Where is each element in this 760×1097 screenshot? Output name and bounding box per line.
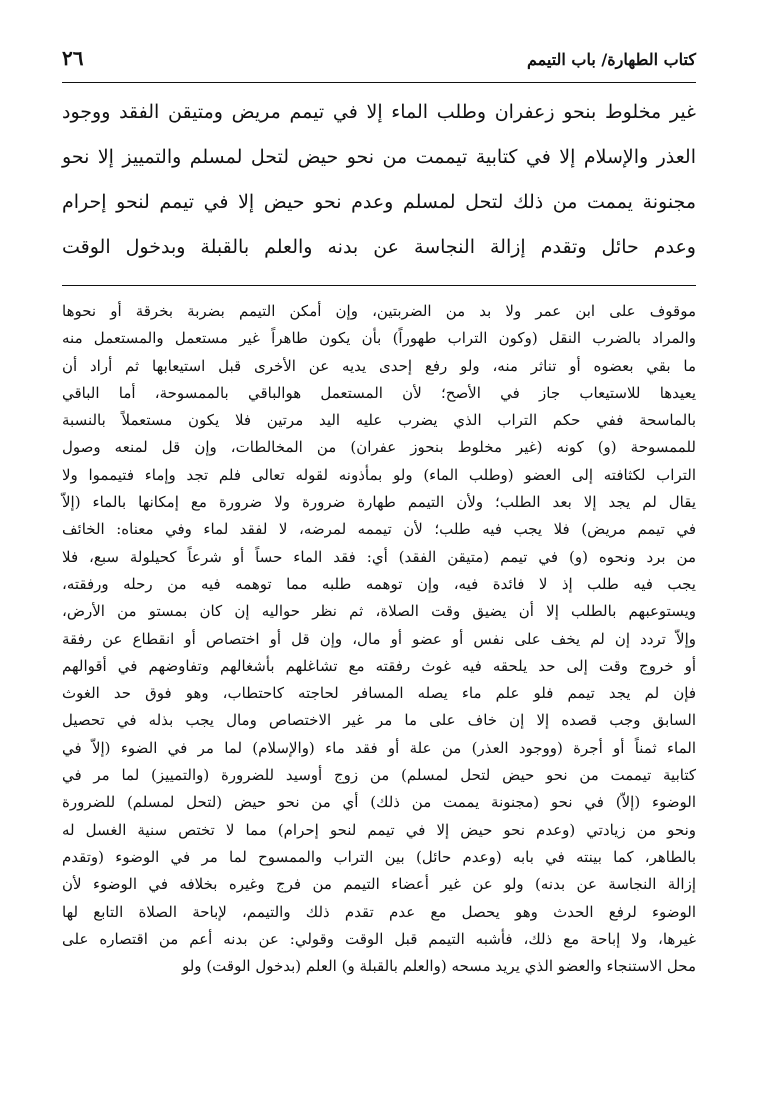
commentary-line: محل الاستنجاء والعضو الذي يريد مسحه (والعلم بالقبلة و) العلم (بدخول الوقت) ولو bbox=[181, 957, 696, 976]
commentary-line: في تيمم مريض) فلا يجب فيه طلب؛ لأن تيممه لمرضه، لا لفقد لماء وفي معناه: الخائف bbox=[62, 520, 696, 539]
commentary-line: غيرها، ولا إباحة مع ذلك، فأشبه التيمم قبل الوقت وقولي: عن بدنه أعم من اقتصاره على bbox=[62, 929, 696, 948]
commentary-line: ويستوعبهم بالطلب إلا أن يضيق وقت الصلاة، ثم نظر حواليه إن كان بمستو من الأرض، bbox=[62, 602, 696, 621]
commentary-line: كتابية تيممت من نحو حيض لتحل لمسلم) من زوج أوسيد للضرورة (والتمييز) لما مر في bbox=[62, 766, 696, 785]
commentary-line: من برد ونحوه (و) في تيمم (متيقن الفقد) أي: فقد الماء حساً أو شرعاً كحيلولة سبع، فلا bbox=[62, 547, 696, 566]
main-text-line: وعدم حائل وتقدم إزالة النجاسة عن بدنه والعلم بالقبلة وبدخول الوقت bbox=[62, 236, 696, 258]
commentary-text bbox=[62, 298, 696, 980]
commentary-line: وإلاّ تردد إن لم يخف على نفس أو عضو أو مال، وإن قل أو اختصاص أو انقطاع عن رفقة bbox=[62, 629, 696, 648]
commentary-line: الوضوء (إلاّ) في نحو (مجنونة يممت من ذلك) أي من نحو حيض (لتحل لمسلم) للضرورة bbox=[62, 793, 696, 812]
main-text-line: مجنونة يممت من ذلك لتحل لمسلم وعدم نحو حيض إلا في تيمم لنحو إحرام bbox=[62, 191, 696, 213]
commentary-line: والمراد بالضرب النقل (وكون التراب طهوراً) بأن يكون طاهراً غير مستعمل والمستعمل منه bbox=[62, 329, 696, 348]
commentary-line: الماء ثمناً أو أجرة (ووجود العذر) من علة أو فقد ماء (والإسلام) لما مر في الضوء (إلاّ في bbox=[62, 738, 696, 757]
commentary-line: إزالة النجاسة عن بدنه) ولو عن غير أعضاء التيمم من فرج وغيره بخلافه في الوضوء لأن bbox=[62, 875, 696, 894]
commentary-line: يقال لم يجد إلا بعد الطلب؛ ولأن التيمم طهارة ضرورة ولا ضرورة مع إمكانها بالماء (إلاّ bbox=[62, 493, 696, 512]
running-title: كتاب الطهارة/ باب التيمم bbox=[526, 50, 696, 69]
commentary-line: السابق وجب قصده إلا إن خاف على ما مر غير الاختصاص ومال يجب بذله في تحصيل bbox=[62, 711, 696, 730]
commentary-line: ونحو من زيادتي (وعدم نحو حيض إلا في تيمم لنحو إحرام) مما لا تختص سنية الغسل له bbox=[62, 820, 696, 839]
commentary-line: يعيدها للاستيعاب جاز في الأصح؛ لأن المستعمل هوالباقي بالممسوحة، أما الباقي bbox=[62, 383, 696, 402]
book-page bbox=[62, 40, 696, 1080]
section-divider bbox=[62, 285, 696, 286]
commentary-line: فإن لم يجد تيمم فلو علم ماء يصله المسافر لحاجته كاحتطاب، وهو فوق حد الغوث bbox=[62, 684, 696, 703]
commentary-line: أو خروج وقت إلى حد يلحقه فيه غوث رفقته مع تشاغلهم بأشغالهم وتفاوضهم في أقوالهم bbox=[62, 656, 696, 675]
commentary-line: ما بقي بعضوه أو تناثر منه، ولو رفع إحدى يديه عن الأخرى قبل استيعابها ثم أراد أن bbox=[62, 356, 696, 375]
commentary-line: بالطاهر، كما بينته في بابه (وعدم حائل) بين التراب والممسوح لما مر في الوضوء (وتقدم bbox=[62, 847, 696, 866]
commentary-line: موقوف على ابن عمر ولا بد من الضربتين، وإن أمكن التيمم بضربة بخرقة أو نحوها bbox=[62, 302, 696, 320]
page-header bbox=[62, 40, 696, 83]
commentary-line: بالماسحة ففي حكم التراب الذي يضرب عليه اليد مرتين فلا يكون مستعملاً بالنسبة bbox=[62, 411, 696, 430]
commentary-line: الوضوء لرفع الحدث وهو يحصل مع عدم تقدم ذلك والتيمم، لإباحة الصلاة التابع لها bbox=[62, 902, 696, 921]
main-text bbox=[62, 90, 696, 278]
main-text-line: العذر والإسلام إلا في كتابية تيممت من نحو حيض لتحل لمسلم والتمييز إلا نحو bbox=[62, 146, 697, 168]
main-text-line: غير مخلوط بنحو زعفران وطلب الماء إلا في تيمم مريض ومتيقن الفقد ووجود bbox=[62, 101, 696, 123]
page-number: ٢٦ bbox=[62, 46, 84, 70]
commentary-line: يجب فيه طلب إذ لا فائدة فيه، وإن توهمه طلبه مما توهمه فيه من رحله ورفقته، bbox=[62, 574, 696, 593]
commentary-line: التراب لكثافته إلى العضو (وطلب الماء) ولو بمأذونه لقوله تعالى فلم تجد وإماء فتيمموا ولا bbox=[62, 465, 696, 484]
commentary-line: للممسوحة (و) كونه (غير مخلوط بنحوز عفران) من المخالطات، وإن قل لمنعه وصول bbox=[62, 438, 696, 457]
